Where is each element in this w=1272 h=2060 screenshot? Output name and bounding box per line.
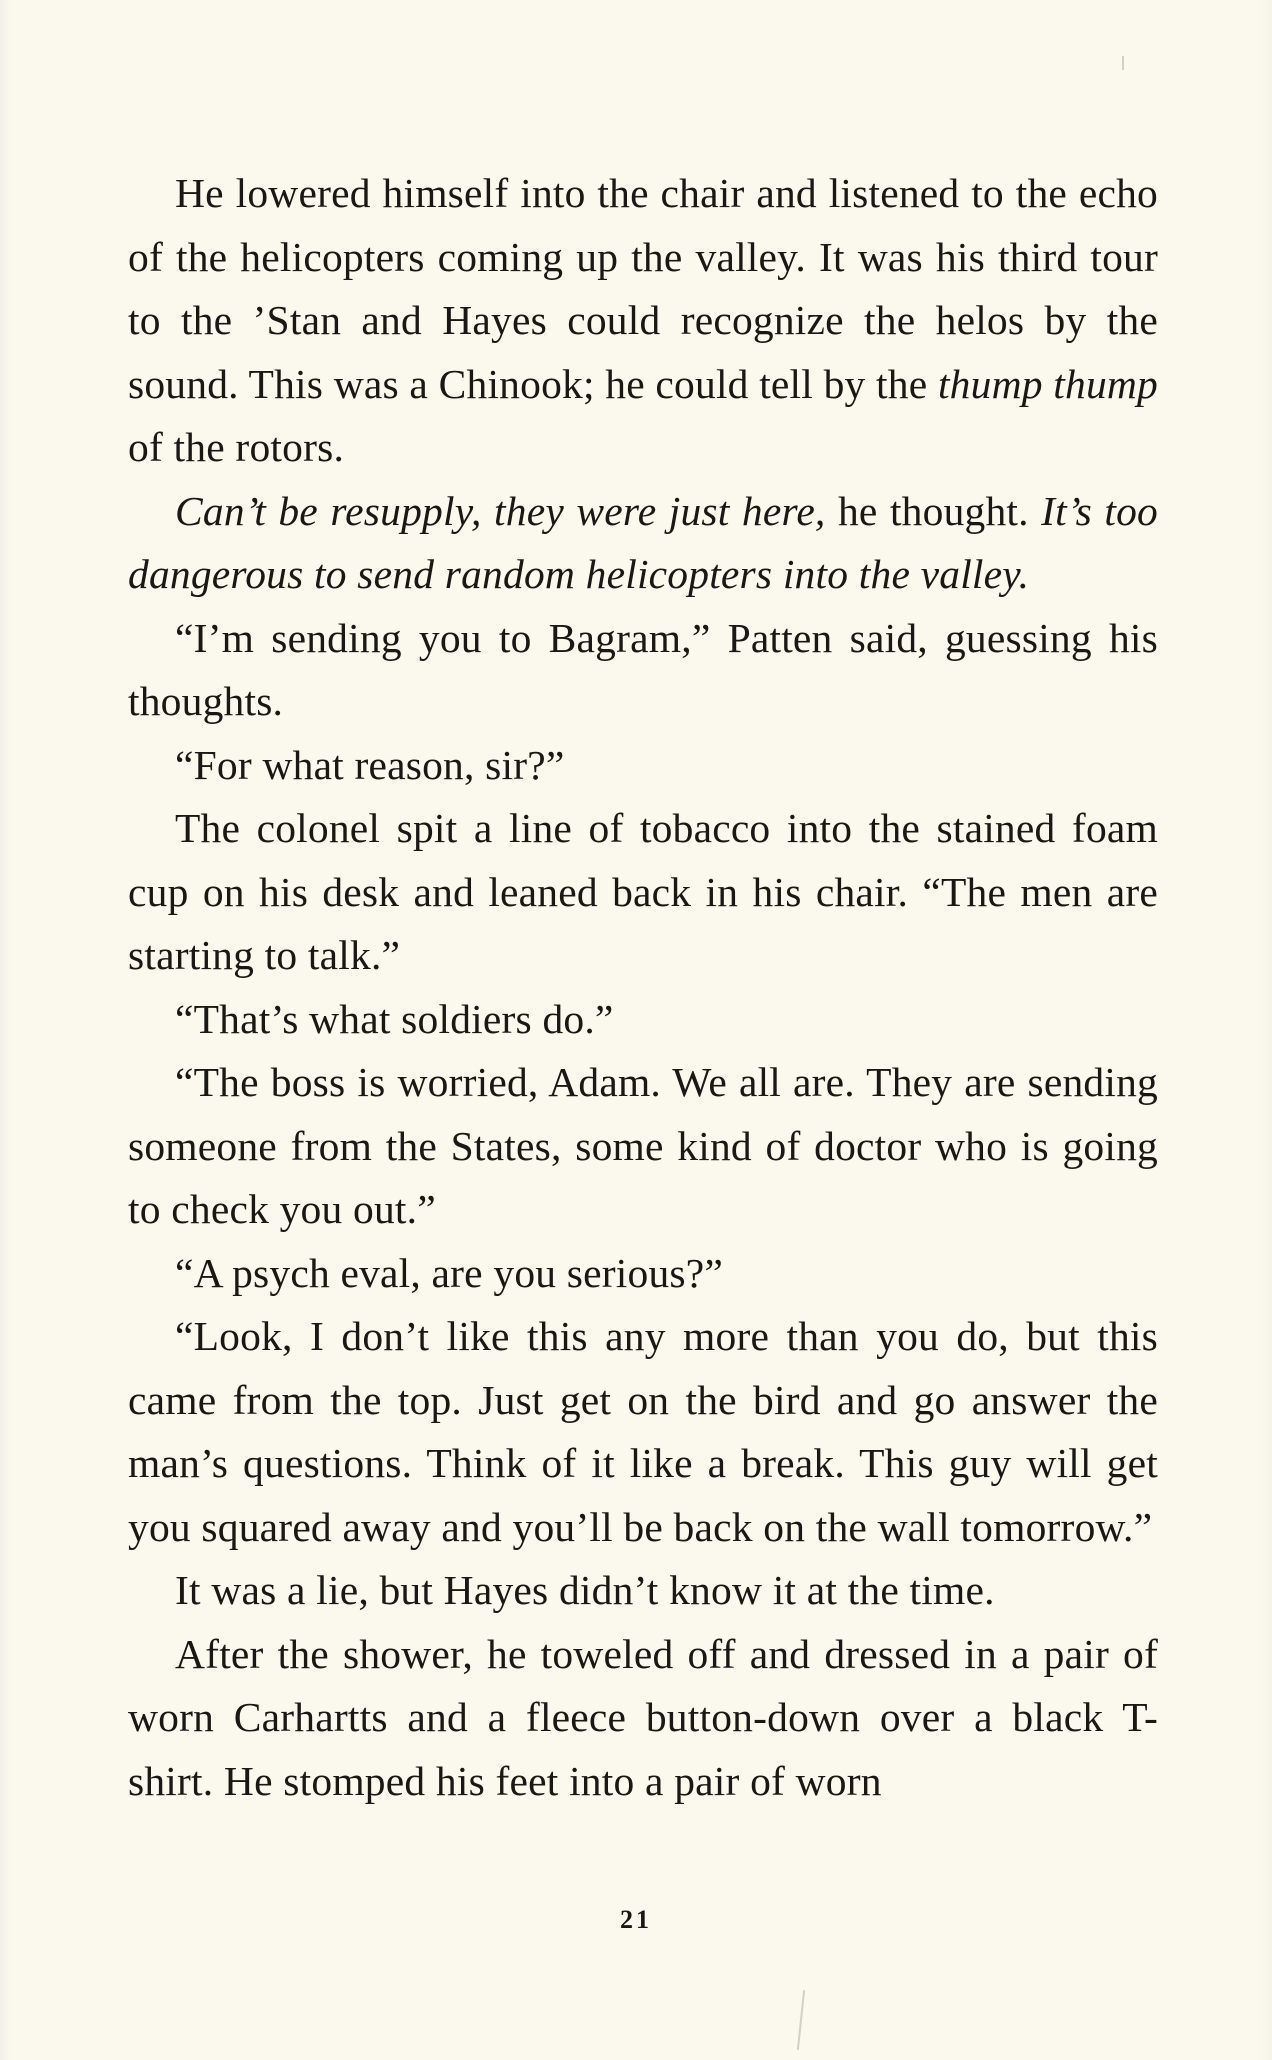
text-run: of the rotors. xyxy=(128,424,345,470)
page-number: 21 xyxy=(620,1905,652,1934)
paragraph xyxy=(128,162,1158,480)
text-run: He lowered himself into the chair and listened to the echo of the helicopters coming up the valley. It was his third tour to the ’Stan and Hayes could recognize the helos by the sound. This was a Chinook; he could tell by the xyxy=(128,170,1158,407)
paragraph xyxy=(128,1559,1158,1623)
italic-text: Can’t be resupply, they were just here, xyxy=(175,487,826,534)
show-through-mark xyxy=(797,1990,805,2050)
paragraph xyxy=(128,1623,1158,1814)
text-run: After the shower, he toweled off and dressed in a pair of worn Carhartts and a fleece button-down over a black T-shirt. He stomped his feet into a pair of worn xyxy=(128,1630,1158,1804)
paragraph xyxy=(128,797,1158,988)
body-text xyxy=(128,162,1158,1813)
text-run: “A psych eval, are you serious?” xyxy=(175,1249,724,1296)
text-run: “I’m sending you to Bagram,” Patten said, guessing his thoughts. xyxy=(128,614,1158,724)
paragraph xyxy=(128,480,1158,607)
paragraph xyxy=(128,734,1158,798)
paragraph xyxy=(128,1242,1158,1306)
paragraph xyxy=(128,1051,1158,1242)
text-run: he thought. xyxy=(825,487,1042,534)
text-run: “Look, I don’t like this any more than you do, but this came from the top. Just get on the bird and go answer the man’s questions. Think of it like a break. This guy will get you squared away and you’ll be back on the wall tomorrow.” xyxy=(128,1313,1158,1550)
italic-text: It’s too dangerous to send random helicopters into the valley. xyxy=(128,487,1158,597)
paragraph xyxy=(128,988,1158,1052)
show-through-mark xyxy=(1122,56,1124,70)
text-run: “The boss is worried, Adam. We all are. They are sending someone from the States, some kind of doctor who is going to check you out.” xyxy=(128,1059,1158,1232)
text-run: “That’s what soldiers do.” xyxy=(175,995,614,1042)
text-run: “For what reason, sir?” xyxy=(175,741,565,788)
text-run: It was a lie, but Hayes didn’t know it at the time. xyxy=(175,1567,995,1613)
paragraph xyxy=(128,1305,1158,1559)
italic-text: thump thump xyxy=(937,360,1159,407)
paragraph xyxy=(128,607,1158,734)
text-run: The colonel spit a line of tobacco into the stained foam cup on his desk and leaned back in his chair. “The men are starting to talk.” xyxy=(128,805,1158,978)
